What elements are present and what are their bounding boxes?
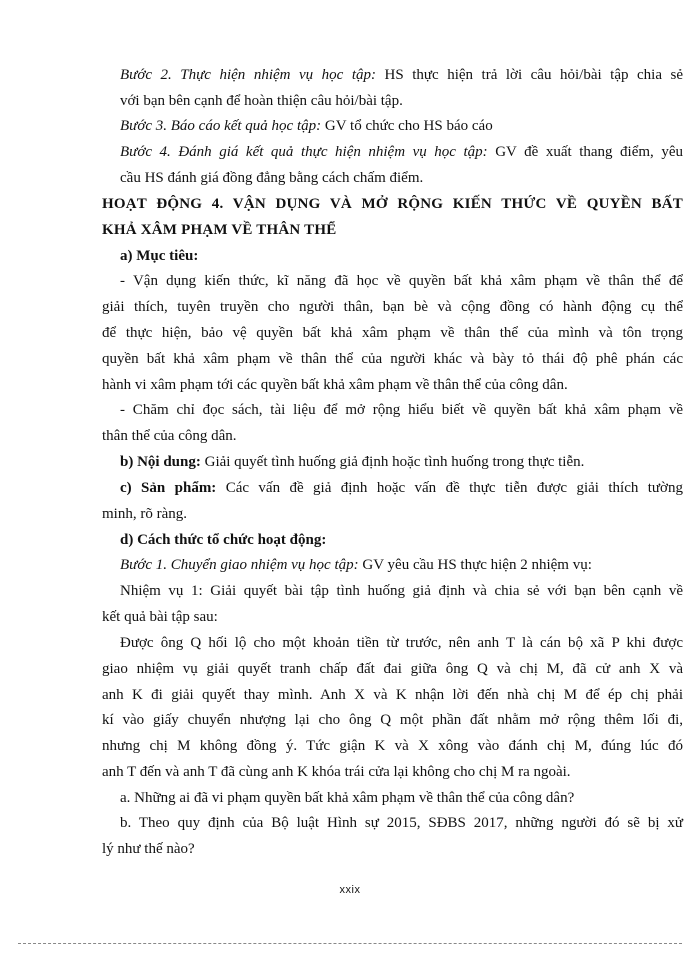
product-line-1 [120, 478, 683, 498]
situation-line-4: kí vào giấy chuyển nhượng lại cho ông Q một phần đất nhằm mở rộng thêm lối đi, [102, 712, 683, 728]
question-b-line-2: lý như thế nào? [102, 841, 195, 857]
question-a: a. Những ai đã vi phạm quyền bất khả xâm phạm về thân thể của công dân? [120, 790, 575, 806]
situation-line-2: giao nhiệm vụ giải quyết tranh chấp đất đai giữa ông Q và chị M, đã cử anh X và [102, 661, 683, 677]
step-3-label: Bước 3. Báo cáo kết quả học tập: [120, 118, 322, 134]
product-line-2: minh, rõ ràng. [102, 506, 187, 522]
step-3-line [120, 116, 493, 136]
task-1-line-2: kết quả bài tập sau: [102, 609, 218, 625]
step-3-text: GV tổ chức cho HS báo cáo [321, 118, 493, 134]
task-1-line-1: Nhiệm vụ 1: Giải quyết bài tập tình huống giả định và chia sẻ với bạn bên cạnh về [120, 583, 683, 599]
step-4-line-2: cầu HS đánh giá đồng đẳng bằng cách chấm điểm. [120, 170, 424, 186]
content-text: Giải quyết tình huống giả định hoặc tình huống trong thực tiễn. [200, 454, 585, 470]
step-2-label: Bước 2. Thực hiện nhiệm vụ học tập: [120, 67, 377, 83]
situation-line-6: anh T đến và anh T đã cùng anh K khóa trái cửa lại không cho chị M ra ngoài. [102, 764, 571, 780]
product-text: Các vấn đề giả định hoặc vấn đề thực tiễn được giải thích tường [216, 480, 683, 496]
method-heading: d) Cách thức tổ chức hoạt động: [120, 532, 327, 548]
step-2-line-1 [120, 65, 683, 85]
objective-line-1: - Vận dụng kiến thức, kĩ năng đã học về quyền bất khả xâm phạm về thân thể để [120, 273, 683, 289]
question-b-line-1: b. Theo quy định của Bộ luật Hình sự 2015, SĐBS 2017, những người đó sẽ bị xử [120, 815, 683, 831]
objective-line-6: - Chăm chỉ đọc sách, tài liệu để mở rộng hiểu biết về quyền bất khả xâm phạm về [120, 402, 683, 418]
content-label: b) Nội dung: [120, 454, 201, 470]
situation-line-5: nhưng chị M không đồng ý. Tức giận K và X xông vào đánh chị M, đúng lúc đó [102, 738, 683, 754]
product-label: c) Sản phẩm: [120, 480, 217, 496]
step-2-text: HS thực hiện trả lời câu hỏi/bài tập chia sẻ [376, 67, 683, 83]
objective-line-7: thân thể của công dân. [102, 428, 237, 444]
situation-line-3: anh K đi giải quyết thay mình. Anh X và K nhận lời đến nhà chị M để ép chị phải [102, 687, 683, 703]
step-4-line-1 [120, 142, 683, 162]
objective-line-4: quyền bất khả xâm phạm về thân thể của người khác và bày tỏ thái độ phê phán các [102, 351, 683, 367]
step-4-label: Bước 4. Đánh giá kết quả thực hiện nhiệm vụ học tập: [120, 144, 488, 160]
activity-4-heading-line-1: HOẠT ĐỘNG 4. VẬN DỤNG VÀ MỞ RỘNG KIẾN THỨC VỀ QUYỀN BẤT [102, 196, 683, 212]
method-step-1-label: Bước 1. Chuyển giao nhiệm vụ học tập: [120, 557, 359, 573]
objective-line-2: giải thích, tuyên truyền cho người thân, bạn bè và cộng đồng có hành động cụ thể [102, 299, 683, 315]
objective-heading: a) Mục tiêu: [120, 248, 199, 264]
activity-4-heading-line-2: KHẢ XÂM PHẠM VỀ THÂN THỂ [102, 222, 337, 238]
step-2-line-2: với bạn bên cạnh để hoàn thiện câu hỏi/bài tập. [120, 93, 403, 109]
method-step-1-text: GV yêu cầu HS thực hiện 2 nhiệm vụ: [358, 557, 592, 573]
page-bottom-divider [18, 943, 682, 944]
situation-line-1: Được ông Q hối lộ cho một khoản tiền từ trước, nên anh T là cán bộ xã P khi được [120, 635, 683, 651]
content-line [120, 452, 584, 472]
step-4-text: GV đề xuất thang điểm, yêu [487, 144, 683, 160]
page-number: xxix [339, 884, 361, 896]
objective-line-5: hành vi xâm phạm tới các quyền bất khả xâm phạm về thân thể của công dân. [102, 377, 568, 393]
objective-line-3: để thực hiện, bảo vệ quyền bất khả xâm phạm về thân thể của mình và tôn trọng [102, 325, 683, 341]
method-step-1-line [120, 555, 592, 575]
